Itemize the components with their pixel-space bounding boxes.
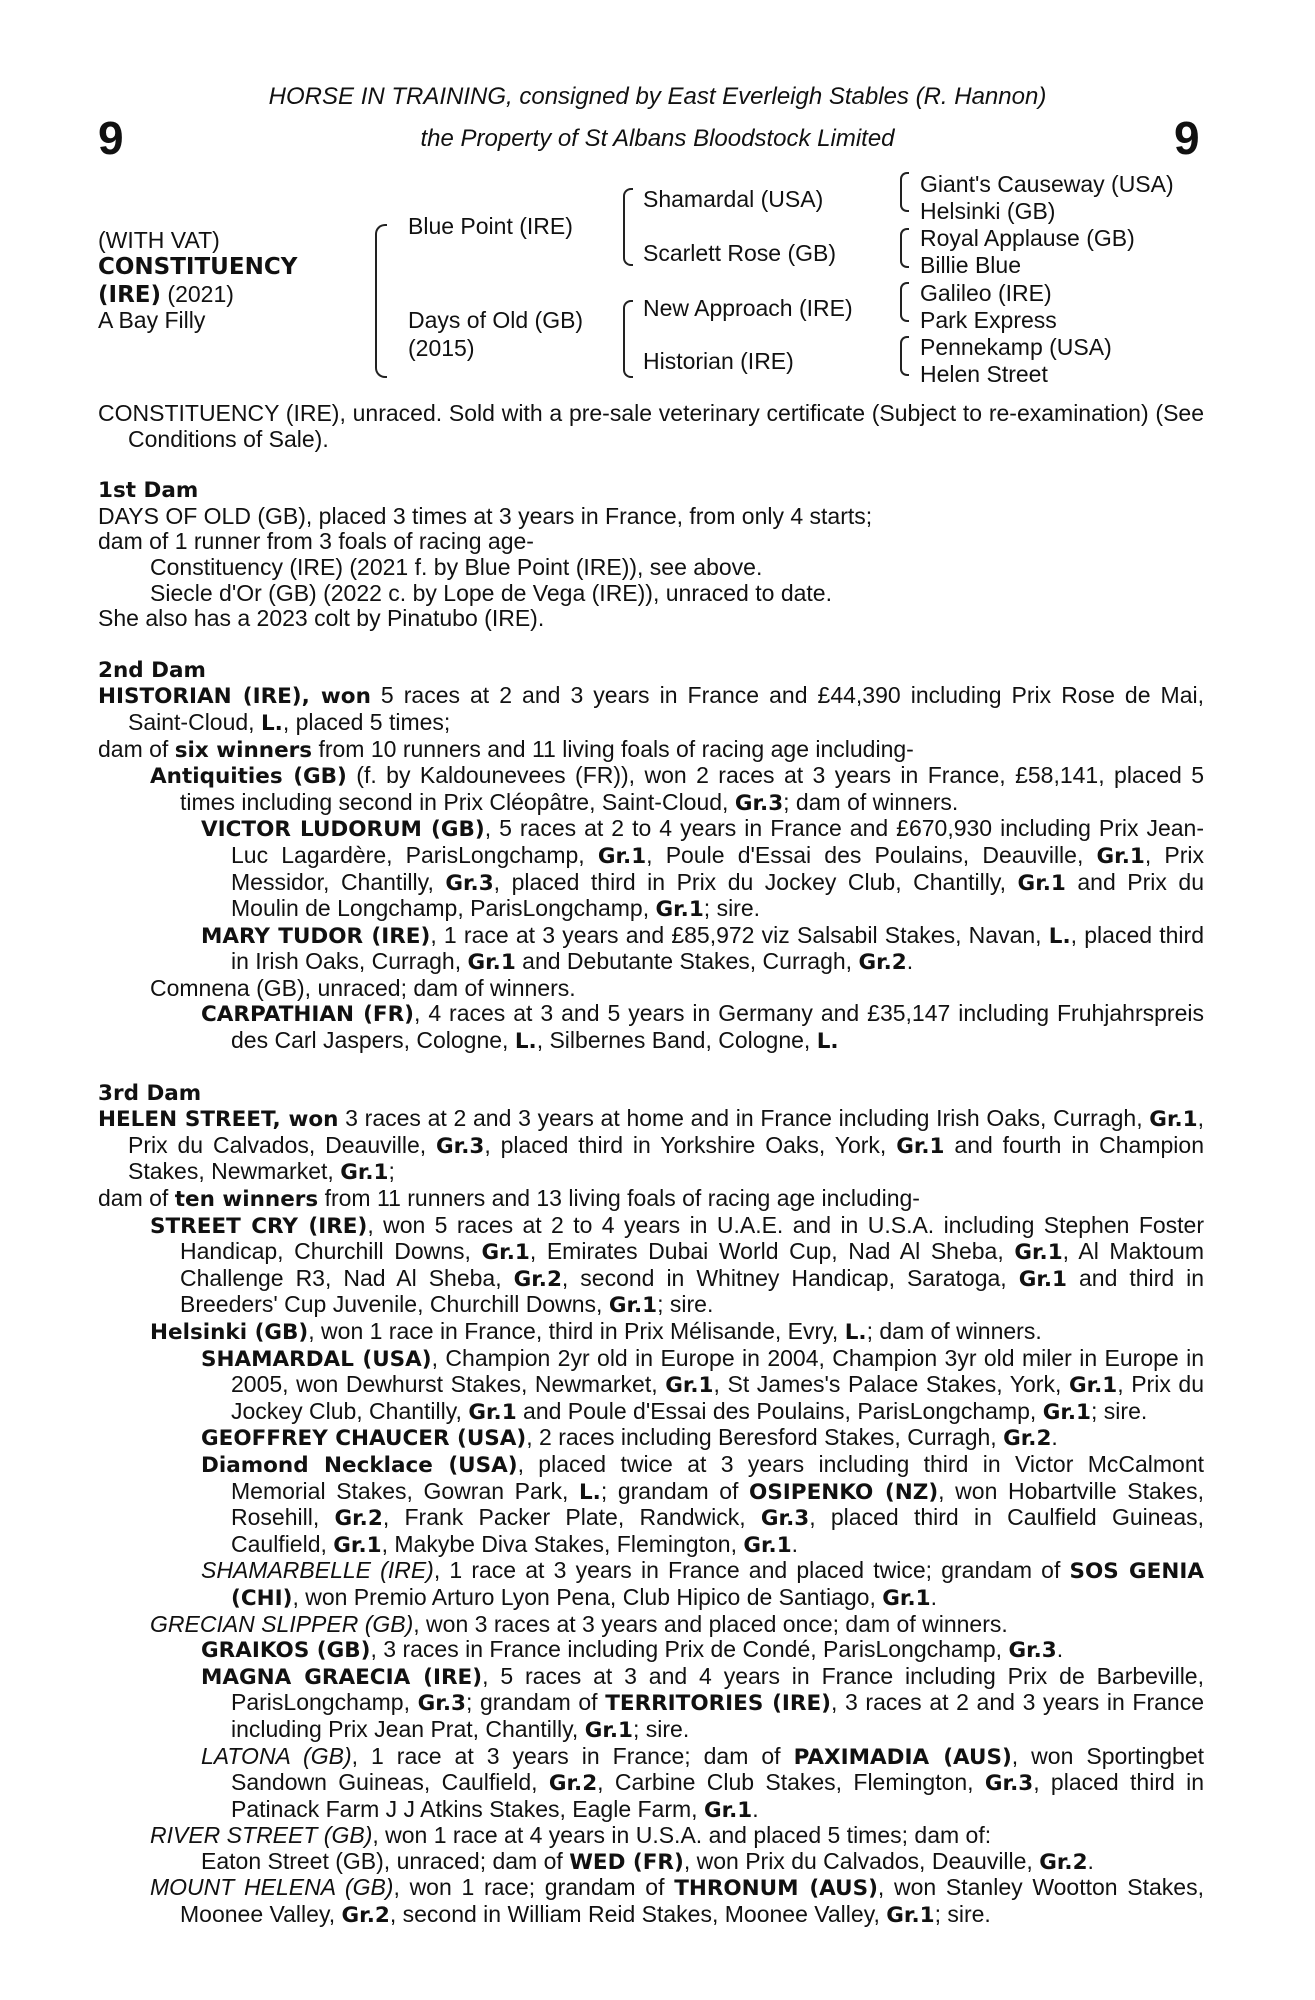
brace-g3-1	[900, 172, 909, 212]
produce-item: GRECIAN SLIPPER (GB), won 3 races at 3 years and placed once; dam of winners.	[150, 1610, 1008, 1637]
dam-dam: Historian (IRE)	[643, 348, 794, 374]
third-dam-record: HELEN STREET, won 3 races at 2 and 3 years at home and in France including Irish Oaks, Curragh, Gr.1, Prix du Calvados, Deauville, Gr.3, placed third in Yorkshire Oaks, York, Gr.1 and fourth in Champion Stakes, Newmarket, Gr.1;	[98, 1105, 1204, 1186]
produce-item: VICTOR LUDORUM (GB), 5 races at 2 to 4 years in France and £670,930 including Prix Jean-Luc Lagardère, ParisLongchamp, Gr.1, Poule d'Essai des Poulains, Deauville, Gr.1, Prix Messidor, Chantilly, Gr.3, placed third in Prix du Jockey Club, Chantilly, Gr.1 and Prix du Moulin de Longchamp, ParisLongchamp, Gr.1; sire.	[201, 815, 1205, 923]
second-dam-heading: 2nd Dam	[98, 657, 206, 683]
gen3-1: Giant's Causeway (USA)	[920, 171, 1174, 197]
gen3-5: Galileo (IRE)	[920, 280, 1052, 306]
brace-sire	[623, 188, 633, 266]
produce-item: SHAMARBELLE (IRE), 1 race at 3 years in France and placed twice; grandam of SOS GENIA (CHI), won Premio Arturo Lyon Pena, Club Hipico de Santiago, Gr.1.	[201, 1557, 1204, 1611]
produce-item: SHAMARDAL (USA), Champion 2yr old in Europe in 2004, Champion 3yr old miler in Europe in 2005, won Dewhurst Stakes, Newmarket, Gr.1, St James's Palace Stakes, York, Gr.1, Prix du Jockey Club, Chantilly, Gr.1 and Poule d'Essai des Poulains, ParisLongchamp, Gr.1; sire.	[201, 1344, 1204, 1425]
produce-item: Constituency (IRE) (2021 f. by Blue Point (IRE)), see above.	[150, 553, 763, 580]
dam: Days of Old (GB)	[408, 307, 584, 333]
consignor-line: HORSE IN TRAINING, consigned by East Everleigh Stables (R. Hannon)	[268, 83, 1047, 110]
dam-year: (2015)	[408, 335, 475, 361]
third-dam-produce: dam of ten winners from 11 runners and 13 living foals of racing age including-	[98, 1185, 920, 1213]
second-dam-produce: dam of six winners from 10 runners and 11 living foals of racing age including-	[98, 735, 914, 763]
lot-number-right: 9	[1174, 112, 1200, 164]
property-line: the Property of St Albans Bloodstock Limited	[420, 125, 895, 152]
produce-item: STREET CRY (IRE), won 5 races at 2 to 4 years in U.A.E. and in U.S.A. including Stephen Foster Handicap, Churchill Downs, Gr.1, Emirates Dubai World Cup, Nad Al Sheba, Gr.1, Al Maktoum Challenge R3, Nad Al Sheba, Gr.2, second in Whitney Handicap, Saratoga, Gr.1 and third in Breeders' Cup Juvenile, Churchill Downs, Gr.1; sire.	[150, 1211, 1205, 1319]
first-dam-record: DAYS OF OLD (GB), placed 3 times at 3 years in France, from only 4 starts;	[98, 502, 873, 529]
first-dam-note: She also has a 2023 colt by Pinatubo (IRE).	[98, 605, 545, 632]
produce-item: Antiquities (GB) (f. by Kaldounevees (FR)), won 2 races at 3 years in France, £58,141, placed 5 times including second in Prix Cléopâtre, Saint-Cloud, Gr.3; dam of winners.	[150, 762, 1205, 816]
brace-g3-2	[900, 228, 909, 268]
produce-item: LATONA (GB), 1 race at 3 years in France; dam of PAXIMADIA (AUS), won Sportingbet Sandown Guineas, Caulfield, Gr.2, Carbine Club Stakes, Flemington, Gr.3, placed third in Patinack Farm J J Atkins Stakes, Eagle Farm, Gr.1.	[201, 1742, 1205, 1823]
gen3-8: Helen Street	[920, 361, 1048, 387]
produce-item: MARY TUDOR (IRE), 1 race at 3 years and £85,972 viz Salsabil Stakes, Navan, L., placed third in Irish Oaks, Curragh, Gr.1 and Debutante Stakes, Curragh, Gr.2.	[201, 921, 1204, 976]
produce-item: MAGNA GRAECIA (IRE), 5 races at 3 and 4 years in France including Prix de Barbeville, ParisLongchamp, Gr.3; grandam of TERRITORIES (IRE), 3 races at 2 and 3 years in France including Prix Jean Prat, Chantilly, Gr.1; sire.	[201, 1662, 1204, 1743]
gen3-2: Helsinki (GB)	[920, 198, 1056, 224]
produce-item: Siecle d'Or (GB) (2022 c. by Lope de Vega (IRE)), unraced to date.	[150, 579, 832, 606]
brace-g3-4	[900, 336, 909, 376]
brace-main	[375, 224, 387, 378]
produce-item: Eaton Street (GB), unraced; dam of WED (FR), won Prix du Calvados, Deauville, Gr.2.	[201, 1847, 1094, 1875]
lot-number-left: 9	[98, 112, 124, 164]
first-dam-heading: 1st Dam	[98, 478, 199, 504]
gen3-4: Billie Blue	[920, 252, 1021, 278]
second-dam-record: HISTORIAN (IRE), won 5 races at 2 and 3 years in France and £44,390 including Prix Rose de Mai, Saint-Cloud, L., placed 5 times;	[98, 682, 1204, 736]
intro-paragraph: CONSTITUENCY (IRE), unraced. Sold with a pre-sale veterinary certificate (Subject to re-examination) (See Conditions of Sale).	[98, 400, 1204, 452]
produce-item: Comnena (GB), unraced; dam of winners.	[150, 974, 576, 1001]
produce-item: Diamond Necklace (USA), placed twice at 3 years including third in Victor McCalmont Memorial Stakes, Gowran Park, L.; grandam of OSIPENKO (NZ), won Hobartville Stakes, Rosehill, Gr.2, Frank Packer Plate, Randwick, Gr.3, placed third in Caulfield Guineas, Caulfield, Gr.1, Makybe Diva Stakes, Flemington, Gr.1.	[201, 1450, 1205, 1558]
produce-item: CARPATHIAN (FR), 4 races at 3 and 5 years in Germany and £35,147 including Fruhjahrspreis des Carl Jaspers, Cologne, L., Silbernes Band, Cologne, L.	[201, 1000, 1204, 1055]
horse-name: CONSTITUENCY	[98, 254, 298, 280]
produce-item: MOUNT HELENA (GB), won 1 race; grandam of THRONUM (AUS), won Stanley Wootton Stakes, Moonee Valley, Gr.2, second in William Reid Stakes, Moonee Valley, Gr.1; sire.	[150, 1874, 1204, 1929]
brace-dam	[623, 300, 633, 378]
gen3-3: Royal Applause (GB)	[920, 225, 1135, 251]
sire-sire: Shamardal (USA)	[643, 186, 824, 212]
pedigree-text	[98, 401, 1204, 1929]
produce-item: GEOFFREY CHAUCER (USA), 2 races including Beresford Stakes, Curragh, Gr.2.	[201, 1424, 1058, 1452]
produce-item: Helsinki (GB), won 1 race in France, third in Prix Mélisande, Evry, L.; dam of winners.	[150, 1318, 1042, 1345]
horse-name-suffix: (IRE) (2021)	[98, 281, 234, 308]
brace-g3-3	[900, 282, 909, 322]
horse-description: A Bay Filly	[98, 307, 206, 333]
third-dam-heading: 3rd Dam	[98, 1080, 202, 1106]
dam-sire: New Approach (IRE)	[643, 295, 853, 321]
vat-label: (WITH VAT)	[98, 227, 220, 253]
produce-item: GRAIKOS (GB), 3 races in France including Prix de Condé, ParisLongchamp, Gr.3.	[201, 1636, 1064, 1664]
sire: Blue Point (IRE)	[408, 213, 573, 239]
sire-dam: Scarlett Rose (GB)	[643, 240, 836, 266]
gen3-7: Pennekamp (USA)	[920, 334, 1112, 360]
gen3-6: Park Express	[920, 307, 1057, 333]
produce-item: RIVER STREET (GB), won 1 race at 4 years in U.S.A. and placed 5 times; dam of:	[150, 1822, 992, 1849]
first-dam-produce: dam of 1 runner from 3 foals of racing age-	[98, 528, 534, 555]
